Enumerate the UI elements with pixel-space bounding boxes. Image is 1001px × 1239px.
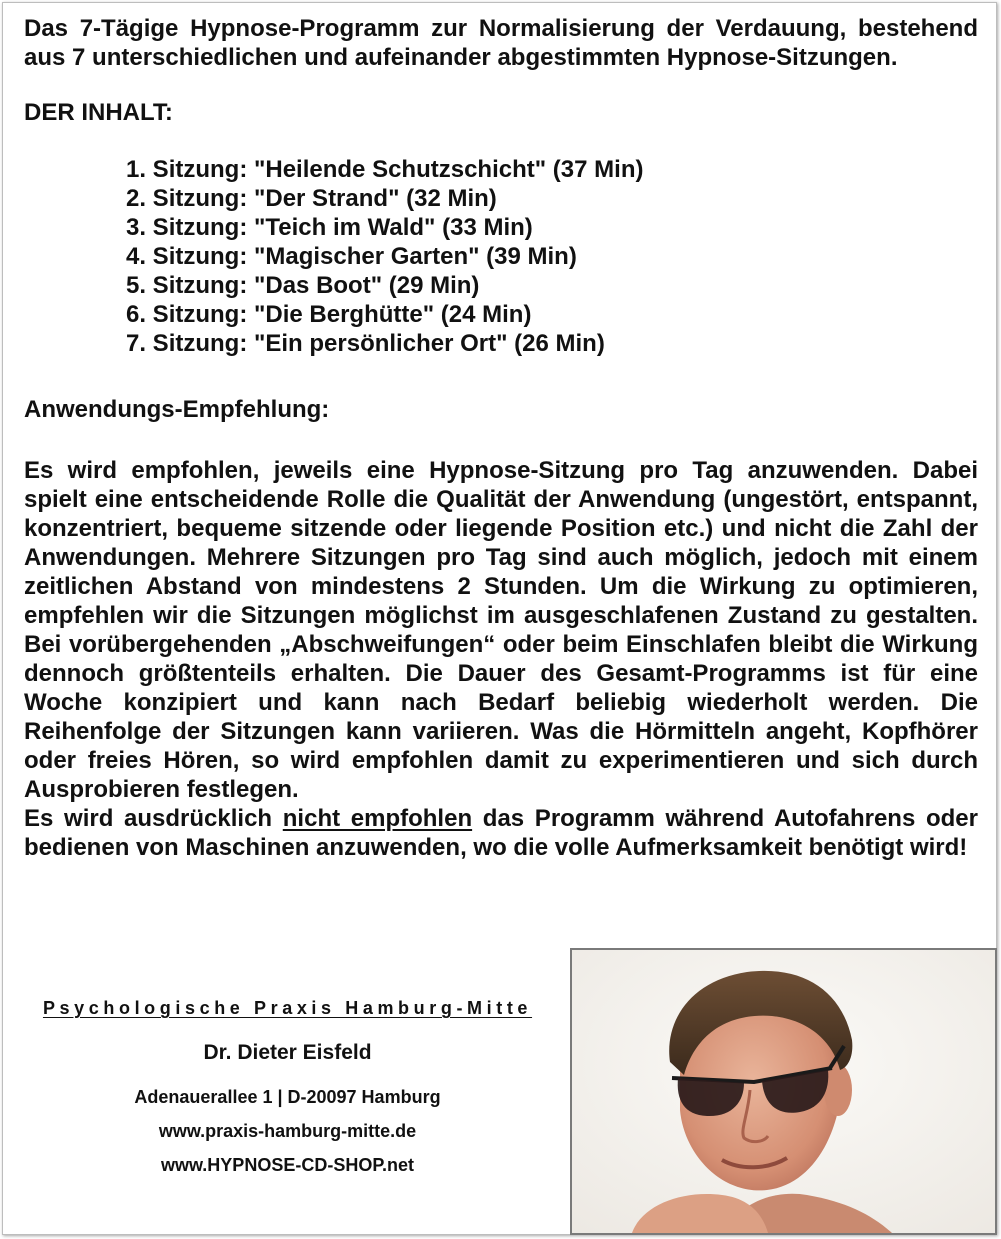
content-heading: DER INHALT: [24,99,173,126]
list-item: 6. Sitzung: "Die Berghütte" (24 Min) [126,301,532,328]
list-item: 1. Sitzung: "Heilende Schutzschicht" (37 Min) [126,156,644,183]
doctor-name: Dr. Dieter Eisfeld [203,1041,372,1064]
warning-text-start: Es wird ausdrücklich [24,805,283,832]
list-item: 4. Sitzung: "Magischer Garten" (39 Min) [126,243,577,270]
contact-footer [20,998,555,1176]
session-list [24,155,978,358]
recommendation-paragraph: Es wird empfohlen, jeweils eine Hypnose-Sitzung pro Tag anzuwenden. Dabei spielt eine entscheidende Rolle die Qualität der Anwendung (ungestört, entspannt, konzentriert, bequeme sitzende oder liegende Position etc.) und nicht die Zahl der Anwendungen. Mehrere Sitzungen pro Tag sind auch möglich, jedoch mit einem zeitlichen Abstand von mindestens 2 Stunden. Um die Wirkung zu optimieren, empfehlen wir die Sitzungen möglichst im ausgeschlafenen Zustand zu gestalten. Bei vorübergehenden „Abschweifungen“ oder beim Einschlafen bleibt die Wirkung dennoch größtenteils erhalten. Die Dauer des Gesamt-Programms ist für eine Woche konzipiert und kann nach Bedarf beliebig wiederholt werden. Die Reihenfolge der Sitzungen kann variieren. Was die Hörmitteln angeht, Kopfhörer oder freies Hören, so wird empfohlen damit zu experimentieren und sich durch Ausprobieren festlegen. [24,457,978,803]
warning-text-end: das Programm während Autofahrens oder bedienen von Maschinen anzuwenden, wo die volle Aufmerksamkeit benötigt wird! [24,805,978,861]
recommendation-heading: Anwendungs-Empfehlung: [24,396,330,423]
practice-name: Psychologische Praxis Hamburg-Mitte [42,998,533,1018]
portrait-photo [570,948,997,1235]
recommendation-text [24,456,978,862]
warning-emphasis: nicht empfohlen [282,805,473,832]
ear-shape [824,1064,852,1116]
website-link-praxis[interactable]: www.praxis-hamburg-mitte.de [158,1121,417,1141]
address: Adenauerallee 1 | D-20097 Hamburg [134,1087,441,1107]
warning-paragraph [24,804,978,862]
website-link-shop[interactable]: www.HYPNOSE-CD-SHOP.net [160,1155,415,1175]
list-item: 7. Sitzung: "Ein persönlicher Ort" (26 Min) [126,330,605,357]
document-body [24,14,978,862]
list-item: 3. Sitzung: "Teich im Wald" (33 Min) [126,214,533,241]
list-item: 5. Sitzung: "Das Boot" (29 Min) [126,272,480,299]
list-item: 2. Sitzung: "Der Strand" (32 Min) [126,185,497,212]
intro-paragraph: Das 7-Tägige Hypnose-Programm zur Normalisierung der Verdauung, bestehend aus 7 unterschiedlichen und aufeinander abgestimmten Hypnose-Sitzungen. [24,15,978,71]
portrait-illustration [572,950,995,1233]
